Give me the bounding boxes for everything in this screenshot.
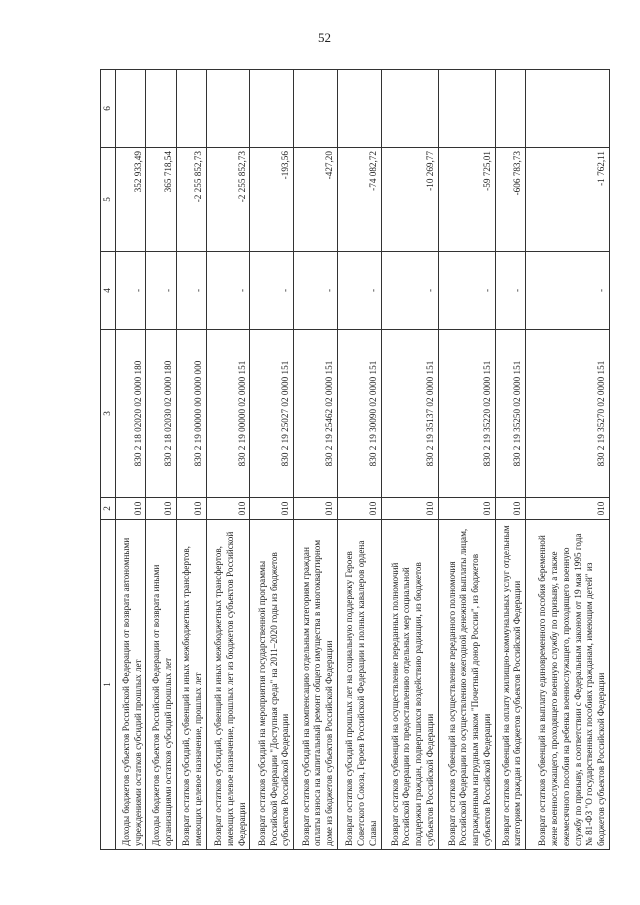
row-col6-cell	[438, 70, 495, 148]
row-code-cell: 010	[176, 498, 206, 520]
row-code-cell: 010	[206, 498, 250, 520]
row-code-cell: 010	[337, 498, 381, 520]
row-amount-cell: -2 255 852,73	[206, 148, 250, 252]
row-col6-cell	[206, 70, 250, 148]
row-col6-cell	[337, 70, 381, 148]
row-name-cell: Доходы бюджетов субъектов Российской Федерации от возврата автономными учреждениями остатков субсидий прошлых лет	[116, 520, 146, 850]
row-kbk-cell: 830 2 18 02020 02 0000 180	[116, 330, 146, 498]
row-col6-cell	[116, 70, 146, 148]
row-kbk-cell: 830 2 19 35137 02 0000 151	[381, 330, 438, 498]
row-kbk-cell: 830 2 19 35250 02 0000 151	[495, 330, 525, 498]
table-row	[206, 70, 250, 850]
row-name-cell: Возврат остатков субвенций на оплату жилищно-коммунальных услуг отдельным категориям граждан из бюджетов субъектов Российской Федерации	[495, 520, 525, 850]
row-code-cell: 010	[438, 498, 495, 520]
row-kbk-cell: 830 2 19 35220 02 0000 151	[438, 330, 495, 498]
row-col4-cell: -	[206, 252, 250, 330]
column-header-2: 2	[101, 498, 116, 520]
row-kbk-cell: 830 2 18 02030 02 0000 180	[146, 330, 176, 498]
row-code-cell: 010	[381, 498, 438, 520]
row-col4-cell: -	[526, 252, 610, 330]
row-amount-cell: 352 933,49	[116, 148, 146, 252]
table-row	[176, 70, 206, 850]
column-header-1: 1	[101, 520, 116, 850]
row-col6-cell	[250, 70, 294, 148]
table-row	[116, 70, 146, 850]
table-row	[495, 70, 525, 850]
row-col4-cell: -	[176, 252, 206, 330]
row-code-cell: 010	[495, 498, 525, 520]
row-kbk-cell: 830 2 19 00000 00 0000 000	[176, 330, 206, 498]
row-name-cell: Возврат остатков субвенций на осуществление переданного полномочия Российской Федерации по осуществлению ежегодной денежной выплаты лицам, награжденным нагрудным знаком "Почетный донор России", из бюджетов субъектов Российской Федерации	[438, 520, 495, 850]
table-row	[438, 70, 495, 850]
row-name-cell: Возврат остатков субсидий прошлых лет на социальную поддержку Героев Советского Союза, Героев Российской Федерации и полных кавалеров ордена Славы	[337, 520, 381, 850]
table-row	[381, 70, 438, 850]
budget-table	[100, 69, 610, 850]
row-amount-cell: -59 725,01	[438, 148, 495, 252]
table-row	[294, 70, 338, 850]
row-name-cell: Доходы бюджетов субъектов Российской Федерации от возврата иными организациями остатков субсидий прошлых лет	[146, 520, 176, 850]
row-amount-cell: -2 255 852,73	[176, 148, 206, 252]
row-col6-cell	[495, 70, 525, 148]
row-col4-cell: -	[116, 252, 146, 330]
table-row	[337, 70, 381, 850]
table-row	[526, 70, 610, 850]
column-header-3: 3	[101, 330, 116, 498]
column-header-4: 4	[101, 252, 116, 330]
table-body	[116, 70, 610, 850]
row-col6-cell	[526, 70, 610, 148]
row-name-cell: Возврат остатков субсидий на компенсацию отдельным категориям граждан оплаты взноса на капитальный ремонт общего имущества в многоквартирном доме из бюджетов субъектов Российской Федерации	[294, 520, 338, 850]
rotated-table-container	[100, 70, 610, 850]
row-col4-cell: -	[438, 252, 495, 330]
row-col6-cell	[381, 70, 438, 148]
row-name-cell: Возврат остатков субсидий на мероприятия государственной программы Российской Федерации "Доступная среда" на 2011–2020 годы из бюджетов субъектов Российской Федерации	[250, 520, 294, 850]
row-col4-cell: -	[250, 252, 294, 330]
row-col4-cell: -	[146, 252, 176, 330]
row-amount-cell: -74 082,72	[337, 148, 381, 252]
row-amount-cell: -1 762,11	[526, 148, 610, 252]
row-amount-cell: 365 718,54	[146, 148, 176, 252]
page-number: 52	[318, 30, 331, 45]
row-name-cell: Возврат остатков субсидий, субвенций и иных межбюджетных трансфертов, имеющих целевое назначение, прошлых лет	[176, 520, 206, 850]
table-row	[146, 70, 176, 850]
row-code-cell: 010	[146, 498, 176, 520]
row-col6-cell	[176, 70, 206, 148]
row-code-cell: 010	[250, 498, 294, 520]
row-amount-cell: -10 269,77	[381, 148, 438, 252]
row-kbk-cell: 830 2 19 30090 02 0000 151	[337, 330, 381, 498]
row-col6-cell	[294, 70, 338, 148]
row-amount-cell: -193,56	[250, 148, 294, 252]
row-kbk-cell: 830 2 19 00000 02 0000 151	[206, 330, 250, 498]
row-code-cell: 010	[526, 498, 610, 520]
row-col4-cell: -	[294, 252, 338, 330]
table-header-row	[101, 70, 116, 850]
row-col4-cell: -	[495, 252, 525, 330]
row-kbk-cell: 830 2 19 25027 02 0000 151	[250, 330, 294, 498]
row-amount-cell: -427,20	[294, 148, 338, 252]
table-row	[250, 70, 294, 850]
column-header-6: 6	[101, 70, 116, 148]
row-kbk-cell: 830 2 19 35270 02 0000 151	[526, 330, 610, 498]
row-kbk-cell: 830 2 19 25462 02 0000 151	[294, 330, 338, 498]
row-col4-cell: -	[337, 252, 381, 330]
row-name-cell: Возврат остатков субсидий, субвенций и иных межбюджетных трансфертов, имеющих целевое назначение, прошлых лет из бюджетов субъектов Российской Федерации	[206, 520, 250, 850]
row-name-cell: Возврат остатков субвенций на осуществление переданных полномочий Российской Федерации по предоставлению отдельных мер социальной поддержки граждан, подвергшихся воздействию радиации, из бюджетов субъектов Российской Федерации	[381, 520, 438, 850]
row-code-cell: 010	[294, 498, 338, 520]
row-col6-cell	[146, 70, 176, 148]
column-header-5: 5	[101, 148, 116, 252]
row-name-cell: Возврат остатков субвенций на выплату единовременного пособия беременной жене военнослужащего, проходящего военную службу по призыву, а также ежемесячного пособия на ребенка военнослужащего, проходящего военную службу по призыву, в соответствии с Федеральным законом от 19 мая 1995 года № 81-ФЗ "О государственных пособиях гражданам, имеющим детей" из бюджетов субъектов Российской Федерации	[526, 520, 610, 850]
row-amount-cell: -606 783,73	[495, 148, 525, 252]
row-code-cell: 010	[116, 498, 146, 520]
row-col4-cell: -	[381, 252, 438, 330]
